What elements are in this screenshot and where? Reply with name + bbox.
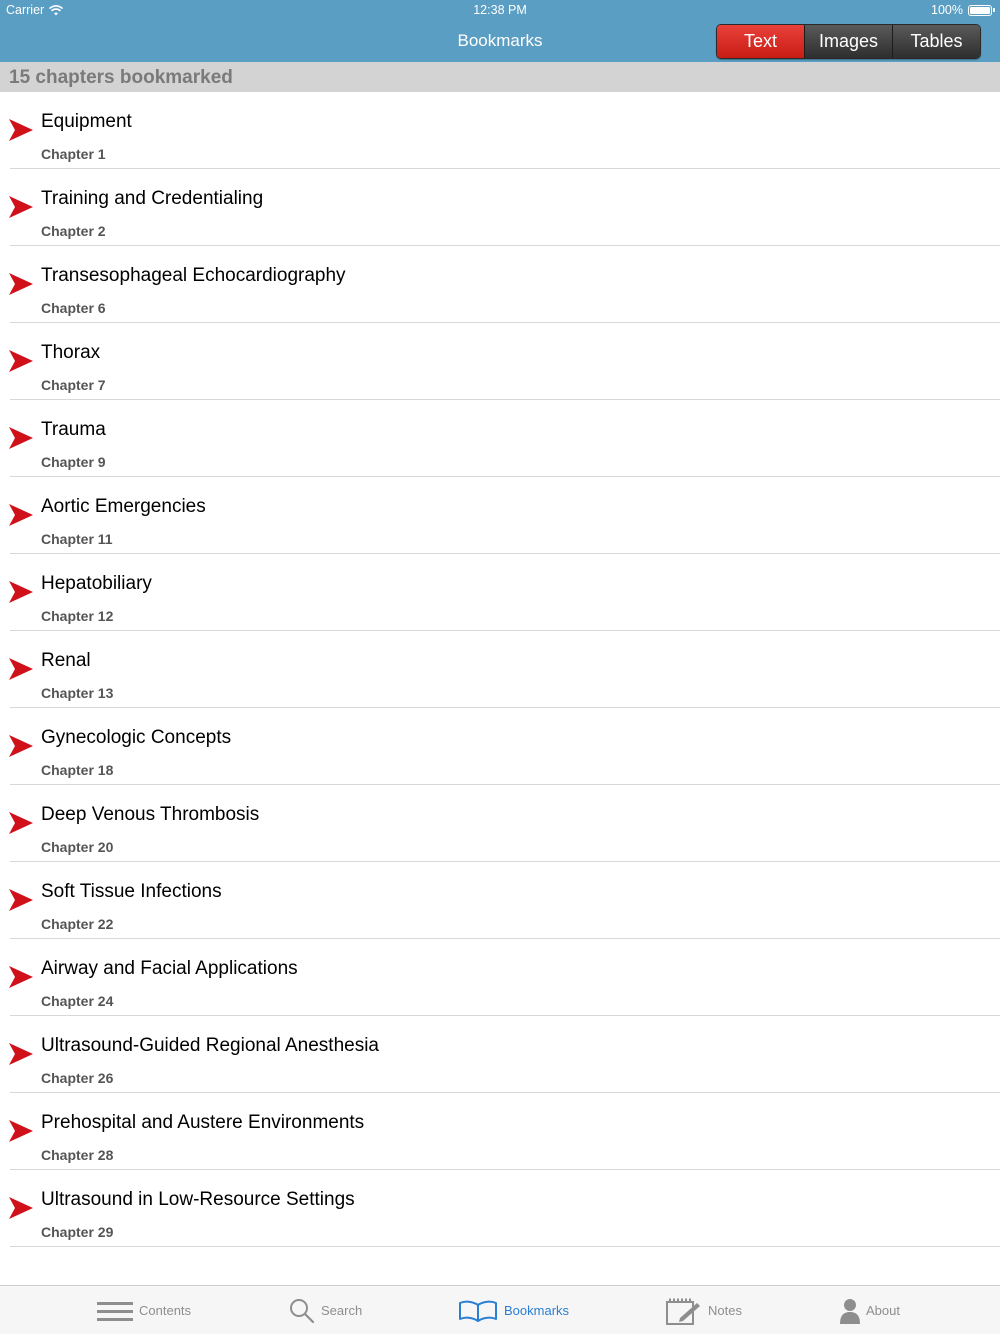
red-arrow-icon	[9, 350, 33, 372]
segment-tables[interactable]: Tables	[892, 25, 980, 58]
red-arrow-icon	[9, 735, 33, 757]
bookmark-chapter: Chapter 20	[41, 839, 114, 855]
bookmark-chapter: Chapter 9	[41, 454, 106, 470]
bookmark-title: Aortic Emergencies	[41, 496, 206, 517]
bookmark-count-label: 15 chapters bookmarked	[9, 67, 233, 88]
bookmark-row[interactable]	[0, 246, 1000, 323]
bookmark-title: Deep Venous Thrombosis	[41, 804, 260, 825]
bookmark-row[interactable]	[0, 169, 1000, 246]
tab-contents[interactable]	[97, 1286, 191, 1334]
bookmark-title: Trauma	[41, 419, 106, 440]
bookmark-chapter: Chapter 13	[41, 685, 114, 701]
segment-text[interactable]: Text	[717, 25, 804, 58]
row-divider	[10, 1246, 1000, 1247]
red-arrow-icon	[9, 1043, 33, 1065]
bookmark-row[interactable]	[0, 1170, 1000, 1247]
bookmark-title: Thorax	[41, 342, 101, 363]
bookmark-chapter: Chapter 1	[41, 146, 106, 162]
status-bar	[0, 0, 1000, 22]
tab-bar	[0, 1285, 1000, 1334]
red-arrow-icon	[9, 889, 33, 911]
open-book-icon	[458, 1300, 498, 1322]
bookmark-row[interactable]	[0, 1016, 1000, 1093]
red-arrow-icon	[9, 273, 33, 295]
red-arrow-icon	[9, 812, 33, 834]
bookmark-title: Airway and Facial Applications	[41, 958, 298, 979]
bookmark-row[interactable]	[0, 785, 1000, 862]
bookmark-summary-bar	[0, 62, 1000, 92]
bookmark-chapter: Chapter 12	[41, 608, 114, 624]
red-arrow-icon	[9, 196, 33, 218]
bookmark-title: Ultrasound in Low-Resource Settings	[41, 1189, 355, 1210]
bookmark-row[interactable]	[0, 862, 1000, 939]
bookmark-chapter: Chapter 24	[41, 993, 114, 1009]
bookmark-title: Gynecologic Concepts	[41, 727, 232, 748]
bookmark-title: Transesophageal Echocardiography	[41, 265, 346, 286]
bookmark-row[interactable]	[0, 708, 1000, 785]
bookmark-title: Ultrasound-Guided Regional Anesthesia	[41, 1035, 379, 1056]
page-title: Bookmarks	[457, 31, 543, 50]
red-arrow-icon	[9, 504, 33, 526]
bookmark-row[interactable]	[0, 1093, 1000, 1170]
tab-notes[interactable]	[666, 1286, 742, 1334]
red-arrow-icon	[9, 1197, 33, 1219]
bookmark-chapter: Chapter 7	[41, 377, 106, 393]
bookmark-chapter: Chapter 26	[41, 1070, 114, 1086]
list-icon	[97, 1299, 133, 1323]
red-arrow-icon	[9, 658, 33, 680]
bookmark-title: Training and Credentialing	[41, 188, 264, 209]
bookmark-title: Soft Tissue Infections	[41, 881, 222, 902]
status-battery-group	[931, 3, 992, 17]
bookmark-title: Equipment	[41, 111, 132, 132]
red-arrow-icon	[9, 1120, 33, 1142]
tab-contents-label: Contents	[139, 1303, 192, 1318]
bookmark-chapter: Chapter 6	[41, 300, 106, 316]
red-arrow-icon	[9, 119, 33, 141]
battery-percentage: 100%	[931, 3, 963, 17]
bookmark-chapter: Chapter 22	[41, 916, 114, 932]
bookmark-row[interactable]	[0, 323, 1000, 400]
tab-about-label: About	[866, 1303, 900, 1318]
red-arrow-icon	[9, 427, 33, 449]
notepad-icon	[666, 1297, 702, 1325]
tab-search[interactable]	[289, 1286, 362, 1334]
tab-notes-label: Notes	[708, 1303, 742, 1318]
status-time: 12:38 PM	[473, 3, 527, 17]
bookmark-title: Prehospital and Austere Environments	[41, 1112, 365, 1133]
bookmark-chapter: Chapter 2	[41, 223, 106, 239]
bookmark-row[interactable]	[0, 400, 1000, 477]
bookmark-title: Hepatobiliary	[41, 573, 152, 594]
bookmark-title: Renal	[41, 650, 91, 671]
bookmark-row[interactable]	[0, 554, 1000, 631]
bookmark-chapter: Chapter 11	[41, 531, 113, 547]
tab-bookmarks-label: Bookmarks	[504, 1303, 570, 1318]
battery-icon	[968, 5, 992, 16]
person-icon	[840, 1298, 860, 1324]
bookmark-chapter: Chapter 18	[41, 762, 114, 778]
bookmark-chapter: Chapter 29	[41, 1224, 114, 1240]
bookmark-chapter: Chapter 28	[41, 1147, 114, 1163]
navigation-header	[0, 0, 1000, 62]
tab-about[interactable]	[840, 1286, 900, 1334]
segment-images[interactable]: Images	[804, 25, 892, 58]
bookmark-list	[0, 92, 1000, 1247]
bookmark-row[interactable]	[0, 477, 1000, 554]
content-type-segmented-control	[716, 24, 981, 59]
red-arrow-icon	[9, 966, 33, 988]
red-arrow-icon	[9, 581, 33, 603]
bookmark-row[interactable]	[0, 631, 1000, 708]
search-icon	[289, 1298, 315, 1324]
tab-search-label: Search	[321, 1303, 363, 1318]
carrier-label: Carrier	[6, 3, 45, 17]
bookmark-row[interactable]	[0, 92, 1000, 169]
bookmark-row[interactable]	[0, 939, 1000, 1016]
tab-bookmarks[interactable]	[458, 1286, 569, 1334]
